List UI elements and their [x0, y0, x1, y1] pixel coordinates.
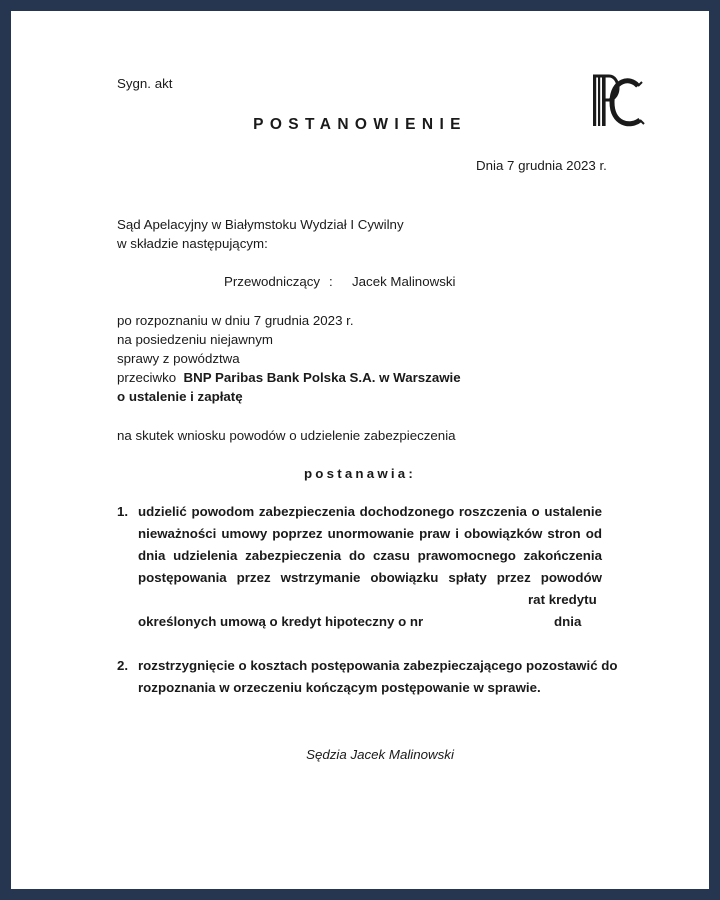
item-1-loan-agreement-text: określonych umową o kredyt hipoteczny o nr — [138, 614, 424, 629]
hearing-type-line: na posiedzeniu niejawnym — [117, 332, 273, 347]
court-composition-intro: w składzie następującym: — [117, 236, 268, 251]
case-reference-label: Sygn. akt — [117, 76, 173, 91]
decision-heading: postanawia: — [303, 466, 417, 481]
decision-date: Dnia 7 grudnia 2023 r. — [476, 158, 607, 173]
item-1-date-label: dnia — [554, 614, 582, 629]
defendant-name: BNP Paribas Bank Polska S.A. w Warszawie — [183, 370, 461, 385]
item-1-line-redacted — [138, 613, 602, 631]
hearing-date-line: po rozpoznaniu w dniu 7 grudnia 2023 r. — [117, 313, 354, 328]
judge-signature: Sędzia Jacek Malinowski — [306, 747, 454, 762]
court-name: Sąd Apelacyjny w Białymstoku Wydział I Cywilny — [117, 217, 404, 232]
item-2-line: rozstrzygnięcie o kosztach postępowania zabezpieczającego pozostawić do — [138, 658, 618, 673]
motion-line: na skutek wniosku powodów o udzielenie zabezpieczenia — [117, 428, 456, 443]
item-2-line: rozpoznania w orzeczeniu kończącym postępowanie w sprawie. — [138, 680, 541, 695]
item-1-line: udzielić powodom zabezpieczenia dochodzonego roszczenia o ustalenie — [138, 504, 602, 519]
item-1-number: 1. — [117, 504, 129, 519]
claim-line: sprawy z powództwa — [117, 351, 240, 366]
item-1-line: postępowania przez wstrzymanie obowiązku spłaty przez powodów — [138, 570, 602, 585]
against-label: przeciwko — [117, 370, 177, 385]
document-title: POSTANOWIENIE — [253, 116, 467, 133]
item-1-line: nieważności umowy poprzez unormowanie praw i obowiązków stron od — [138, 526, 602, 541]
chair-separator: : — [329, 274, 333, 289]
defendant-line — [117, 369, 461, 387]
chair-name: Jacek Malinowski — [352, 274, 456, 289]
item-2-number: 2. — [117, 658, 129, 673]
item-1-installments-text: rat kredytu — [528, 592, 597, 607]
chair-label: Przewodniczący — [224, 274, 321, 289]
case-subject: o ustalenie i zapłatę — [117, 389, 243, 404]
item-1-line: dnia udzielenia zabezpieczenia do czasu prawomocnego zakończenia — [138, 548, 602, 563]
